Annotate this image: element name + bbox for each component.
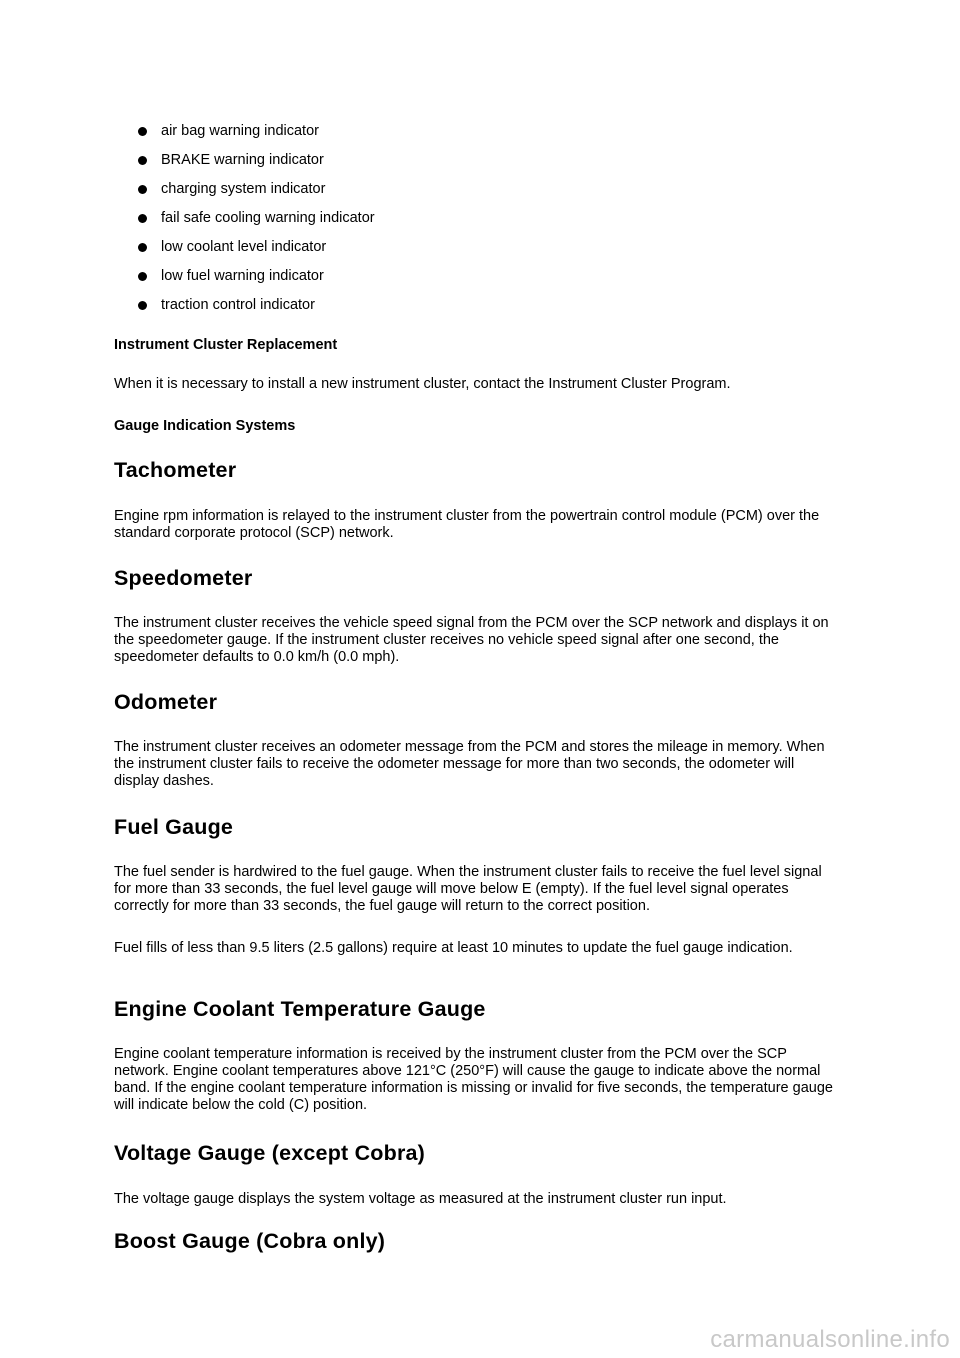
odometer-text: The instrument cluster receives an odometer message from the PCM and stores the mileage in memory. When the instrument cluster fails to receive the odometer message for more than two seconds, the odometer will display dashes.	[114, 739, 825, 789]
voltage-gauge-heading: Voltage Gauge (except Cobra)	[114, 1141, 426, 1165]
bullet-icon	[138, 185, 147, 194]
list-item	[138, 150, 375, 179]
coolant-gauge-heading: Engine Coolant Temperature Gauge	[114, 997, 486, 1021]
list-item-text: low coolant level indicator	[161, 239, 327, 255]
list-item	[138, 121, 375, 150]
tachometer-text: Engine rpm information is relayed to the instrument cluster from the powertrain control module (PCM) over the standard corporate protocol (SCP) network.	[114, 508, 820, 541]
list-item	[138, 266, 375, 295]
list-item	[138, 237, 375, 266]
list-item-text: air bag warning indicator	[161, 123, 319, 139]
gauge-systems-heading: Gauge Indication Systems	[114, 418, 296, 434]
list-item-text: fail safe cooling warning indicator	[161, 210, 375, 226]
bullet-icon	[138, 214, 147, 223]
fuel-gauge-text-2: Fuel fills of less than 9.5 liters (2.5 gallons) require at least 10 minutes to update the fuel gauge indication.	[114, 940, 793, 956]
voltage-gauge-text: The voltage gauge displays the system voltage as measured at the instrument cluster run input.	[114, 1191, 727, 1207]
list-item	[138, 208, 375, 237]
speedometer-text: The instrument cluster receives the vehicle speed signal from the PCM over the SCP network and displays it on the speedometer gauge. If the instrument cluster receives no vehicle speed signal after one second, the speedometer defaults to 0.0 km/h (0.0 mph).	[114, 615, 829, 665]
bullet-icon	[138, 301, 147, 310]
list-item-text: BRAKE warning indicator	[161, 152, 324, 168]
odometer-heading: Odometer	[114, 690, 218, 714]
bullet-icon	[138, 272, 147, 281]
bullet-icon	[138, 127, 147, 136]
indicator-list	[138, 121, 375, 324]
list-item-text: low fuel warning indicator	[161, 268, 324, 284]
tachometer-heading: Tachometer	[114, 458, 237, 482]
fuel-gauge-text-1: The fuel sender is hardwired to the fuel gauge. When the instrument cluster fails to receive the fuel level signal for more than 33 seconds, the fuel level gauge will move below E (empty). If the fuel level signal operates correctly for more than 33 seconds, the fuel gauge will return to the correct position.	[114, 864, 822, 914]
watermark: carmanualsonline.info	[710, 1326, 950, 1353]
fuel-gauge-heading: Fuel Gauge	[114, 815, 234, 839]
coolant-gauge-text: Engine coolant temperature information is received by the instrument cluster from the PCM over the SCP network. Engine coolant temperatures above 121°C (250°F) will cause the gauge to indicate above the normal band. If the engine coolant temperature information is missing or invalid for five seconds, the temperature gauge will indicate below the cold (C) position.	[114, 1046, 833, 1113]
list-item	[138, 179, 375, 208]
boost-gauge-heading: Boost Gauge (Cobra only)	[114, 1229, 386, 1253]
bullet-icon	[138, 243, 147, 252]
bullet-icon	[138, 156, 147, 165]
list-item-text: charging system indicator	[161, 181, 326, 197]
list-item-text: traction control indicator	[161, 297, 315, 313]
replacement-text: When it is necessary to install a new instrument cluster, contact the Instrument Cluster Program.	[114, 376, 731, 392]
speedometer-heading: Speedometer	[114, 566, 253, 590]
replacement-heading: Instrument Cluster Replacement	[114, 337, 338, 353]
list-item	[138, 295, 375, 324]
